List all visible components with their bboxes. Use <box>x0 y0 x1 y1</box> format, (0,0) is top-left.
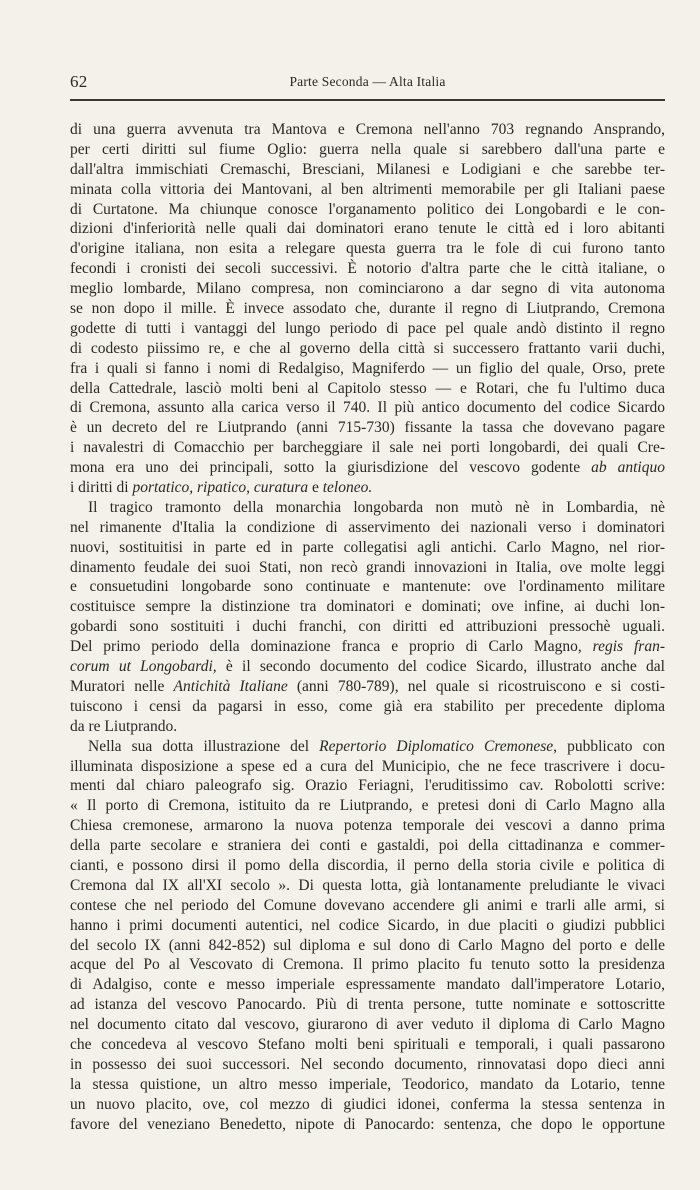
text-line <box>70 160 665 180</box>
italic-segment: teloneo. <box>322 479 373 497</box>
text-segment: di una guerra avvenuta tra Mantova e Cremona nell'anno 703 regnando Ansprando, <box>70 121 665 138</box>
text-segment: pubblicato con <box>557 737 665 755</box>
text-segment: favore del veneziano Benedetto, nipote di Panocardo: sentenza, che dopo le opportune <box>70 1115 665 1133</box>
text-line <box>70 279 665 299</box>
text-segment: di Adalgiso, conte e messo imperiale espressamente mandato dall'imperatore Lotario, <box>70 976 665 994</box>
text-line <box>70 498 665 518</box>
text-line <box>70 398 665 418</box>
italic-segment: Antichità Italiane <box>173 677 288 695</box>
text-line <box>70 597 665 617</box>
text-line <box>70 120 665 140</box>
text-line <box>70 1095 665 1115</box>
text-line <box>70 239 665 259</box>
text-segment: Del primo periodo della dominazione franca e proprio di Carlo Magno, <box>70 638 593 656</box>
text-line <box>70 1015 665 1035</box>
header-rule <box>70 99 665 101</box>
text-segment: Chiesa cremonese, armarono la nuova potenza temporale dei vescovi a danno prima <box>70 817 665 835</box>
text-segment: cianti, e possono dirsi il pomo della discordia, il perno della storia civile e politica di <box>70 856 665 874</box>
text-line <box>70 219 665 239</box>
text-segment: della parte secolare e straniera dei conti e gastaldi, poi della cittadinanza e commer- <box>70 837 665 855</box>
text-segment: nel documento citato dal vescovo, giurarono di aver veduto il diploma di Carlo Magno <box>70 1016 665 1034</box>
text-segment: Cremona dal IX all'XI secolo ». Di questa lotta, già lontanamente preludiante le vivaci <box>70 876 665 894</box>
text-segment: nel rimanente d'Italia la condizione di asservimento dei nazionali verso i dominatori <box>70 518 665 536</box>
text-segment: (anni 780-789), nel quale si ricostruiscono e si costi- <box>287 677 665 695</box>
text-segment: fecondi i cronisti dei secoli successivi. È notorio d'altra parte che le città italiane, o <box>70 260 665 278</box>
text-segment: e <box>308 479 323 497</box>
text-segment: i navalestri di Comacchio per barcheggiare il sale nei porti longobardi, dei quali Cre- <box>70 439 665 457</box>
text-segment: di Curtatone. Ma chiunque conosce l'organamento politico dei Longobardi e le con- <box>70 200 665 218</box>
text-segment: fra i quali si fanno i nomi di Redalgiso, Magniferdo — un figlio del quale, Orso, prete <box>70 359 665 377</box>
text-segment: acque del Po al Vescovato di Cremona. Il primo placito fu tenuto sotto la presidenza <box>70 956 665 974</box>
italic-segment: corum ut Longobardi, <box>70 658 217 676</box>
text-line <box>70 955 665 975</box>
text-line <box>70 856 665 876</box>
text-segment: illuminata disposizione a spese ed a cura del Municipio, che ne fece trascrivere i docu- <box>70 757 665 775</box>
text-segment: per certi diritti sul fiume Oglio: guerra nella quale si sarebbero dall'una parte e <box>70 140 665 158</box>
text-line <box>70 737 665 757</box>
text-segment: del secolo IX (anni 842-852) sul diploma e sul dono di Carlo Magno del porto e delle <box>70 936 665 954</box>
text-segment: « Il porto di Cremona, istituito da re Liutprando, e pretesi doni di Carlo Magno alla <box>70 797 665 815</box>
italic-segment: portatico, ripatico, curatura <box>132 479 309 497</box>
text-line <box>70 319 665 339</box>
text-line <box>70 776 665 796</box>
text-line <box>70 478 665 498</box>
text-line <box>70 1055 665 1075</box>
text-line <box>70 637 665 657</box>
text-line <box>70 916 665 936</box>
text-segment: e consuetudini longobarde sono continuate e mantenute: ove l'ordinamento militare <box>70 578 665 596</box>
text-line <box>70 518 665 538</box>
text-line <box>70 995 665 1015</box>
text-segment: un nuovo placito, ove, col mezzo di giudici idonei, conferma la stessa sentenza in <box>70 1095 665 1113</box>
text-line <box>70 180 665 200</box>
italic-segment: Repertorio Diplomatico Cremonese, <box>319 737 558 755</box>
text-line <box>70 796 665 816</box>
text-segment: ad istanza del vescovo Panocardo. Più di trenta persone, tutte nominate e sottoscritte <box>70 996 665 1014</box>
text-segment: è un decreto del re Liutprando (anni 715-730) fissante la tassa che dovevano pagare <box>70 419 665 437</box>
text-segment: di Cremona, assunto alla carica verso il 740. Il più antico documento del codice Sicardo <box>70 399 665 417</box>
text-line <box>70 379 665 399</box>
text-segment: nuovi, sostituitisi in parte ed in parte collegatisi agli antichi. Carlo Magno, nel rior- <box>70 538 665 556</box>
text-line <box>70 816 665 836</box>
text-line <box>70 657 665 677</box>
text-segment: dizioni d'inferiorità nelle quali dai dominatori erano tenute le città ed i loro abitanti <box>70 220 665 238</box>
text-line <box>70 299 665 319</box>
text-line <box>70 458 665 478</box>
text-segment: menti dal chiaro paleografo sig. Orazio Feriagni, l'eruditissimo cav. Robolotti scrive: <box>70 777 665 795</box>
text-line <box>70 896 665 916</box>
text-line <box>70 717 665 737</box>
text-segment: godette di tutti i vantaggi del lungo periodo di pace pel quale andò distinto il regno <box>70 319 665 337</box>
italic-segment: regis fran- <box>592 638 665 656</box>
text-line <box>70 359 665 379</box>
running-title: Parte Seconda — Alta Italia <box>289 74 446 89</box>
text-segment: la stessa quistione, un altro messo imperiale, Teodorico, mandato da Lotario, tenne <box>70 1075 665 1093</box>
text-segment: che concedeva al vescovo Stefano molti beni spirituali e temporali, i quali passarono <box>70 1035 665 1053</box>
text-line <box>70 697 665 717</box>
text-line <box>70 558 665 578</box>
italic-segment: ab antiquo <box>591 459 665 477</box>
running-head <box>70 72 665 94</box>
text-segment: è il secondo documento del codice Sicardo, illustrato anche dal <box>216 658 665 676</box>
text-line <box>70 677 665 697</box>
text-line <box>70 1075 665 1095</box>
text-line <box>70 757 665 777</box>
text-line <box>70 876 665 896</box>
text-line <box>70 975 665 995</box>
text-segment: della Cattedrale, lasciò molti beni al Capitolo stesso — e Rotari, che fu l'ultimo duca <box>70 379 665 397</box>
text-line <box>70 936 665 956</box>
text-segment: hanno i primi documenti autentici, nel codice Sicardo, in due placiti o giudizi pubblici <box>70 916 665 934</box>
text-segment: dinamento feudale dei suoi Stati, non recò grandi innovazioni in Italia, ove molte leggi <box>70 558 665 576</box>
text-segment: di codesto piissimo re, e che al governo della città si successero frattanto varii duchi, <box>70 339 665 357</box>
text-line <box>70 200 665 220</box>
text-line <box>70 438 665 458</box>
text-segment: costituisce sempre la distinzione tra dominatori e dominati; ove infine, ai duchi lon- <box>70 598 665 616</box>
text-segment: meglio lombarde, Milano compresa, non cominciarono a dar segno di vita autonoma <box>70 280 665 298</box>
text-segment: da re Liutprando. <box>70 717 178 735</box>
text-segment: in possesso dei suoi successori. Nel secondo documento, rinnovatasi dopo dieci anni <box>70 1055 665 1073</box>
text-line <box>70 1035 665 1055</box>
text-line <box>70 1115 665 1135</box>
text-line <box>70 577 665 597</box>
text-line <box>70 836 665 856</box>
text-segment: se non dopo il mille. È invece assodato che, durante il regno di Liutprando, Cremona <box>70 300 665 318</box>
text-segment: dall'altra immischiati Cremaschi, Bresciani, Milanesi e Lodigiani e che sarebbe ter- <box>70 160 665 178</box>
text-line <box>70 617 665 637</box>
text-segment: tuiscono i censi da pagarsi in esso, come già era stabilito per precedente diploma <box>70 697 665 715</box>
text-segment: Nella sua dotta illustrazione del <box>88 737 320 755</box>
text-segment: d'origine italiana, non esita a relegare questa guerra tra le fole di cui furono tanto <box>70 240 665 258</box>
text-line <box>70 140 665 160</box>
text-segment: contese che nel periodo del Comune dovevano accendere gli animi e trarli alle armi, si <box>70 896 665 914</box>
text-segment: Muratori nelle <box>70 677 174 695</box>
page-number: 62 <box>70 72 88 91</box>
body-text <box>70 120 665 1134</box>
text-line <box>70 339 665 359</box>
text-line <box>70 538 665 558</box>
text-segment: i diritti di <box>70 479 133 497</box>
text-segment: Il tragico tramonto della monarchia longobarda non mutò nè in Lombardia, nè <box>88 498 665 516</box>
text-segment: minata colla vittoria dei Mantovani, al ben altrimenti memorabile per gli Italiani paese <box>70 180 665 198</box>
text-line <box>70 259 665 279</box>
text-line <box>70 418 665 438</box>
text-segment: gobardi sono sostituiti i duchi franchi, con diritti ed attribuzioni pressochè uguali. <box>70 618 665 636</box>
text-segment: mona era uno dei principali, sotto la giurisdizione del vescovo godente <box>70 459 592 477</box>
